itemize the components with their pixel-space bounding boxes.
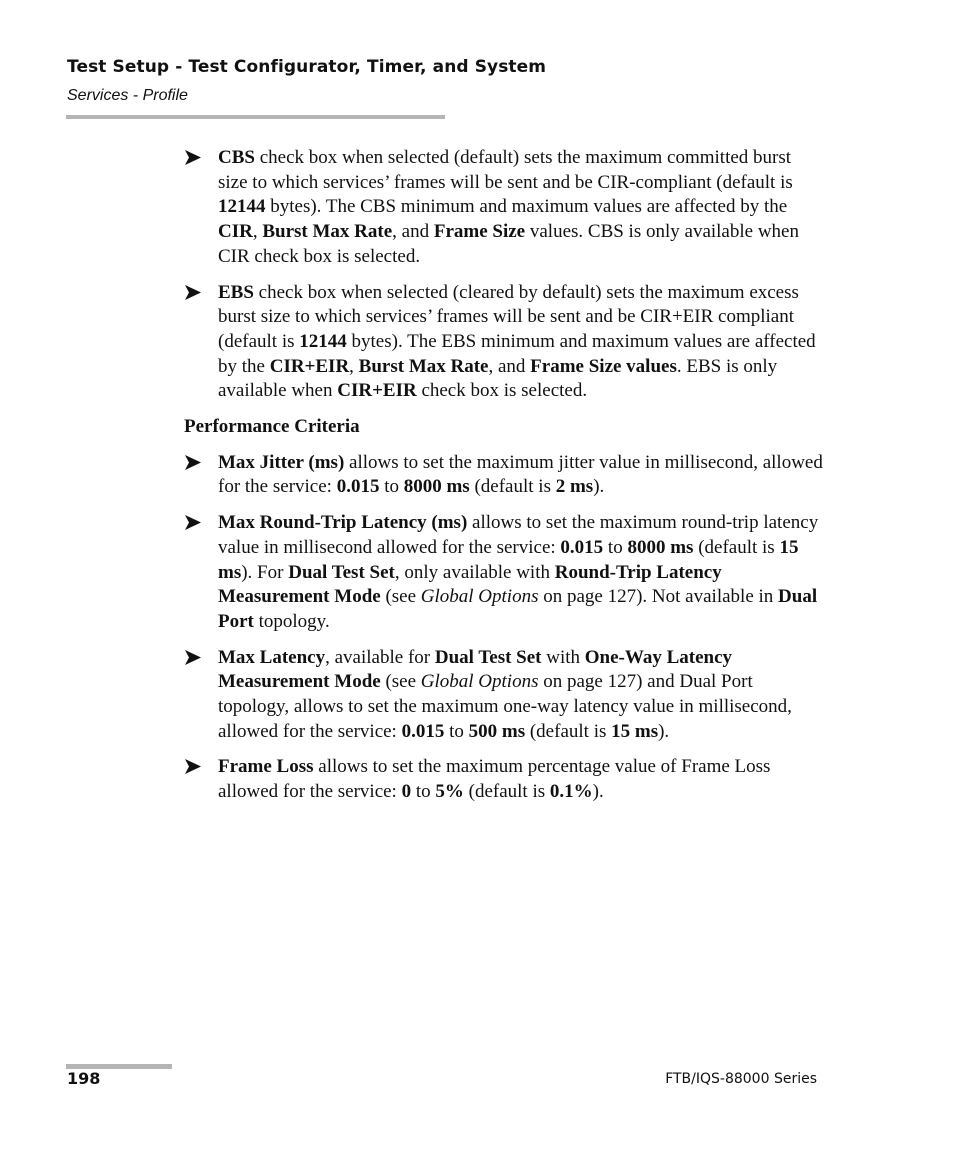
body-text: (default is (693, 536, 780, 558)
body-text: allows to set the maximum percentage value of Frame Loss allowed for the service: (218, 756, 771, 803)
bullet-arrow-icon (184, 149, 202, 166)
body-text: , available for (325, 646, 435, 668)
bold-term: Max Round-Trip Latency (ms) (218, 512, 468, 534)
body-text: to (444, 720, 469, 742)
body-text: allows to set the maximum round-trip latency value in millisecond allowed for the service: (218, 512, 819, 558)
bullet-arrow-icon (184, 758, 202, 775)
bold-term: 12144 (218, 196, 266, 218)
bullet-item (184, 451, 824, 500)
bold-term: CBS (218, 147, 255, 168)
body-text: bytes). The EBS minimum and maximum values are affected by the (218, 330, 816, 377)
body-text: allows to set the maximum jitter value in millisecond, allowed for the service: (218, 451, 823, 498)
bold-term: CIR+EIR (269, 355, 350, 377)
bold-term: EBS (218, 281, 254, 303)
bold-term: CIR (218, 221, 253, 243)
bullet-item (184, 755, 824, 804)
bold-term: Dual Test Set (288, 561, 395, 583)
product-series: FTB/IQS-88000 Series (665, 1071, 817, 1087)
chapter-title: Test Setup - Test Configurator, Timer, and System (67, 57, 547, 77)
body-text: on page 127). Not available in (538, 586, 779, 608)
bold-term: Burst Max Rate (358, 355, 489, 377)
bold-term: 0.015 (401, 720, 445, 742)
body-text: . EBS is only available when (218, 355, 778, 402)
body-text: with (541, 646, 585, 668)
bullet-arrow-icon (184, 649, 202, 666)
bold-term: 15 ms (611, 720, 659, 742)
bullet-arrow-icon (184, 284, 202, 301)
page-number: 198 (67, 1069, 101, 1088)
page-body (184, 146, 824, 816)
bold-term: Frame Size (433, 221, 526, 243)
bold-term: 8000 ms (403, 476, 470, 498)
body-text: to (411, 781, 436, 803)
body-text: to (379, 476, 404, 498)
bold-term: Max Latency (218, 646, 326, 668)
bold-term: 0.015 (336, 476, 380, 498)
bullet-arrow-icon (184, 454, 202, 471)
bullet-item (184, 146, 824, 270)
body-text: , and (392, 221, 434, 243)
bold-term: 5% (435, 781, 464, 803)
bold-term: Dual Test Set (434, 646, 542, 668)
body-text: , (349, 355, 359, 377)
section-subtitle: Services - Profile (67, 87, 188, 104)
body-text: (see (380, 671, 421, 693)
bold-term: Round-Trip Latency Measurement Mode (218, 561, 722, 608)
italic-reference: Global Options (420, 586, 539, 608)
body-text: (see (380, 586, 421, 608)
bullet-list-burst-sizes (184, 146, 824, 404)
bold-term: 8000 ms (627, 536, 694, 558)
body-text: check box when selected (default) sets the maximum committed burst size to which services’ frames will be sent and be CIR-compliant (default is (218, 147, 793, 193)
body-text: (default is (525, 720, 612, 742)
bold-term: Burst Max Rate (262, 221, 393, 243)
body-text: ). (592, 781, 604, 803)
italic-reference: Global Options (420, 671, 539, 693)
body-text: check box is selected. (416, 380, 588, 402)
body-text: bytes). The CBS minimum and maximum values are affected by the (265, 196, 788, 218)
body-text: (default is (469, 476, 556, 498)
bullet-item (184, 281, 824, 405)
body-text: ). (658, 720, 670, 742)
bold-term: CIR+EIR (337, 380, 417, 402)
body-text: , and (488, 355, 531, 377)
bold-term: One-Way Latency Measurement Mode (218, 646, 733, 693)
body-text: on page 127) and Dual Port topology, allows to set the maximum one-way latency value in millisecond, allowed for the service: (218, 671, 792, 742)
bold-term: 0.1% (549, 781, 593, 803)
body-text: ). For (241, 561, 289, 583)
body-text: to (603, 536, 628, 558)
bold-term: Frame Loss (218, 756, 314, 778)
bold-term: 0 (401, 781, 412, 803)
bold-term: 12144 (299, 330, 347, 352)
header-divider (66, 115, 445, 119)
bold-term: Dual Port (218, 586, 818, 632)
body-text: (default is (463, 781, 550, 803)
bold-term: Max Jitter (ms) (218, 451, 345, 473)
bullet-arrow-icon (184, 514, 202, 531)
bullet-item (184, 511, 824, 635)
body-text: topology. (253, 610, 330, 632)
bold-term: 0.015 (560, 536, 604, 558)
body-text: values. CBS is only available when CIR check box is selected. (218, 221, 799, 267)
bold-term: 15 ms (218, 536, 799, 583)
body-text: check box when selected (cleared by default) sets the maximum excess burst size to which services’ frames will be sent and be CIR+EIR compliant (default is (218, 281, 799, 352)
section-heading: Performance Criteria (184, 416, 360, 438)
bold-term: Frame Size values (530, 355, 677, 377)
body-text: , (252, 221, 263, 243)
bullet-item (184, 646, 824, 745)
body-text: , only available with (394, 561, 555, 583)
bold-term: 500 ms (468, 720, 526, 742)
bullet-list-performance-criteria (184, 451, 824, 805)
bold-term: 2 ms (555, 476, 594, 498)
body-text: ). (593, 476, 605, 498)
